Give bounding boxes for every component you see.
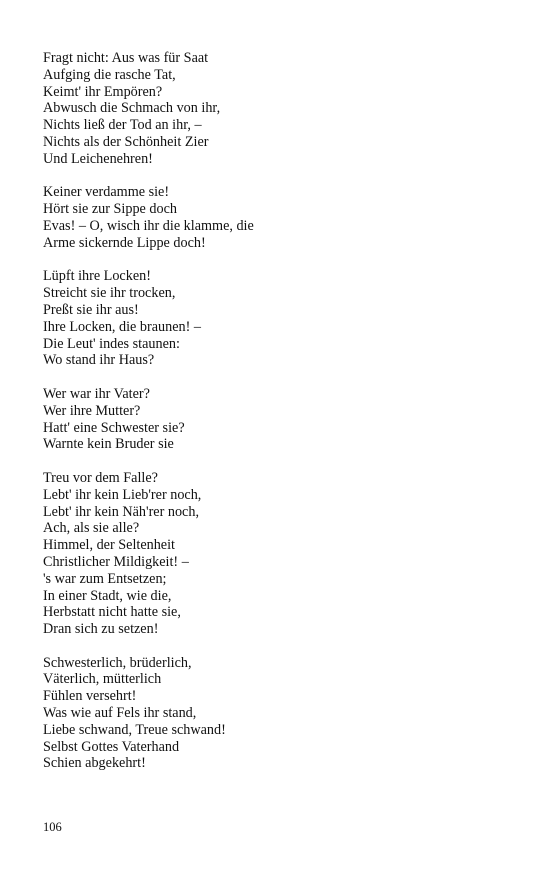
poem-line: Hört sie zur Sippe doch — [43, 201, 177, 218]
poem-line: Lebt' ihr kein Näh'rer noch, — [43, 503, 199, 520]
poem-line: Schien abgekehrt! — [43, 755, 146, 772]
poem-line: Keimt' ihr Empören? — [43, 83, 163, 100]
poem-line: Selbst Gottes Vaterhand — [43, 738, 180, 755]
stanza-6 — [43, 655, 523, 773]
poem-text — [43, 50, 523, 789]
poem-line: Ihre Locken, die braunen! – — [43, 318, 201, 335]
stanza-3 — [43, 268, 523, 369]
poem-line: Wo stand ihr Haus? — [43, 352, 155, 369]
poem-line: Hatt' eine Schwester sie? — [43, 419, 185, 436]
poem-line: Arme sickernde Lippe doch! — [43, 234, 206, 251]
poem-line: Die Leut' indes staunen: — [43, 335, 180, 352]
poem-line: Abwusch die Schmach von ihr, — [43, 100, 221, 117]
poem-line: Nichts ließ der Tod an ihr, – — [43, 117, 202, 134]
poem-line: Was wie auf Fels ihr stand, — [43, 705, 197, 722]
poem-line: Und Leichenehren! — [43, 150, 153, 167]
poem-line: Lebt' ihr kein Lieb'rer noch, — [43, 486, 202, 503]
poem-line: Christlicher Mildigkeit! – — [43, 553, 189, 570]
poem-line: In einer Stadt, wie die, — [43, 587, 172, 604]
stanza-1 — [43, 50, 523, 168]
poem-line: Lüpft ihre Locken! — [43, 268, 151, 285]
poem-line: Dran sich zu setzen! — [43, 621, 159, 638]
stanza-2 — [43, 184, 523, 251]
poem-line: Warnte kein Bruder sie — [43, 436, 174, 453]
stanza-4 — [43, 386, 523, 453]
poem-line: Nichts als der Schönheit Zier — [43, 133, 209, 150]
poem-line: Keiner verdamme sie! — [43, 184, 170, 201]
poem-line: Treu vor dem Falle? — [43, 469, 158, 486]
poem-line: Wer ihre Mutter? — [43, 402, 141, 419]
poem-line: Liebe schwand, Treue schwand! — [43, 721, 226, 738]
poem-line: Himmel, der Seltenheit — [43, 537, 175, 554]
poem-line: Wer war ihr Vater? — [43, 385, 150, 402]
page-number: 106 — [43, 820, 62, 834]
poem-line: Streicht sie ihr trocken, — [43, 285, 176, 302]
poem-line: 's war zum Entsetzen; — [43, 570, 167, 587]
poem-line: Schwesterlich, brüderlich, — [43, 654, 192, 671]
poem-line: Väterlich, mütterlich — [43, 671, 162, 688]
stanza-5 — [43, 470, 523, 638]
poem-line: Evas! – O, wisch ihr die klamme, die — [43, 217, 254, 234]
poem-line: Aufging die rasche Tat, — [43, 66, 176, 83]
poem-line: Ach, als sie alle? — [43, 520, 140, 537]
poem-line: Fühlen versehrt! — [43, 688, 137, 705]
poem-line: Fragt nicht: Aus was für Saat — [43, 50, 209, 66]
poem-line: Preßt sie ihr aus! — [43, 301, 139, 318]
poem-line: Herbstatt nicht hatte sie, — [43, 604, 181, 621]
